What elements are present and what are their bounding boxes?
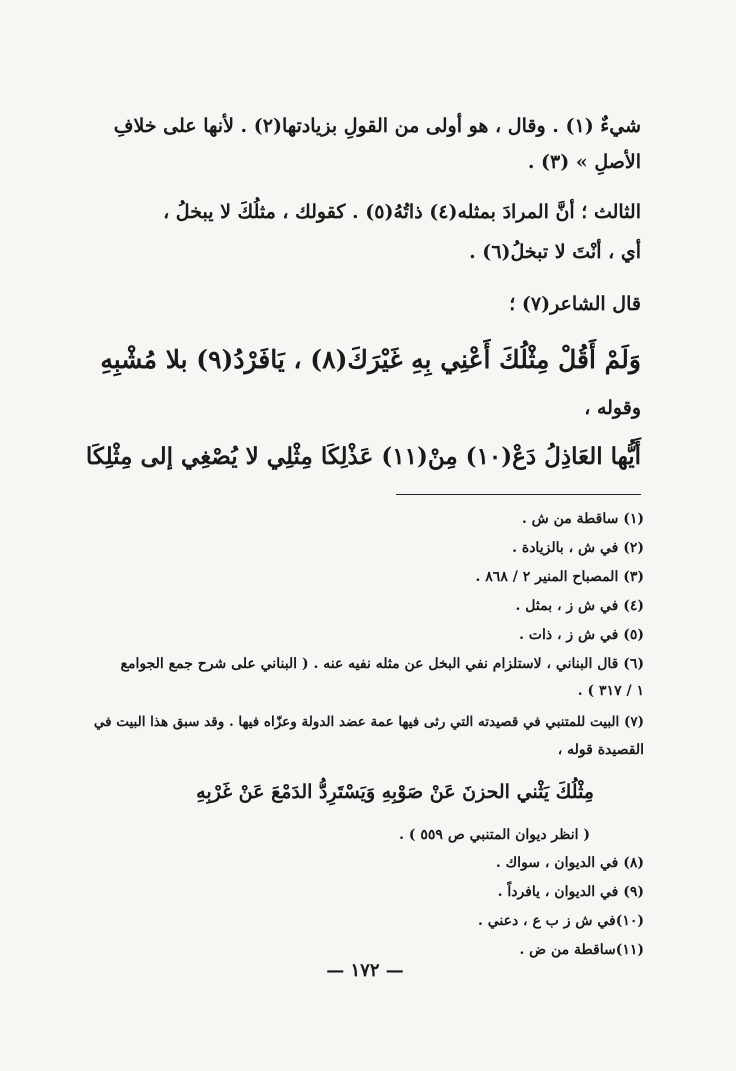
body-line-5: قال الشاعر(٧) ؛	[509, 293, 641, 315]
footnote-11: (١١)ساقطة من ض .	[519, 942, 644, 958]
footnote-1: (١) ساقطة من ش .	[521, 511, 644, 527]
footnote-4: (٤) في ش ز ، بمثل .	[515, 598, 644, 614]
footnote-2: (٢) في ش ، بالزيادة .	[512, 540, 644, 556]
body-line-4: أي ، أنْتَ لا تبخلُ(٦) .	[469, 241, 641, 263]
footnote-5: (٥) في ش ز ، ذات .	[519, 627, 644, 643]
verse-line-2: أَيُّها العَاذِلُ دَعْ(١٠) مِنْ(١١) عَذْلِكَا مِثْلِي لا يُصْغِي إلى مِثْلِكَا	[85, 443, 641, 470]
footnote-3: (٣) المصباح المنير ٢ / ٨٦٨ .	[475, 569, 644, 585]
body-line-1: شيءٌ (١) . وقال ، هو أولى من القولِ بزيادتها(٢) . لأنها على خلافِ	[113, 115, 641, 137]
footnote-10: (١٠)في ش ز ب ع ، دعني .	[477, 913, 644, 929]
footnote-7: (٧) البيت للمتنبي في قصيدته التي رثى فيها عمة عضد الدولة وعزّاه فيها . وقد سبق هذا البيت في	[93, 714, 644, 730]
verse-line-1: وَلَمْ أَقُلْ مِثْلُكَ أَعْنِي بِهِ غَيْرَكَ(٨) ، يَافَرْدُ(٩) بلا مُشْبِهِ	[100, 345, 641, 374]
footnote-separator	[396, 494, 641, 495]
footnote-7-continued: القصيدة قوله ،	[557, 742, 644, 758]
footnote-7-verse: مِثْلُكَ يَثْني الحزنَ عَنْ صَوْبِهِ وَيَسْتَرِدُّ الدَمْعَ عَنْ غَرْبِهِ	[196, 781, 594, 803]
footnote-9: (٩) في الديوان ، يافرداً .	[497, 884, 644, 900]
body-line-2: الأصلِ » (٣) .	[527, 151, 641, 173]
footnote-6: (٦) قال البناني ، لاستلزام نفي البخل عن مثله نفيه عنه . ( البناني على شرح جمع الجوامع	[120, 656, 644, 672]
footnote-8: (٨) في الديوان ، سواك .	[495, 855, 644, 871]
footnote-7-reference: ( انظر ديوان المتنبي ص ٥٥٩ ) .	[399, 827, 590, 843]
footnote-6-continued: ١ / ٣١٧ ) .	[577, 683, 644, 699]
body-line-7: وقوله ،	[584, 397, 641, 419]
body-line-3: الثالث ؛ أنَّ المرادَ بمثله(٤) ذاتُهُ(٥) . كقولك ، مثلُكَ لا يبخلُ ،	[163, 201, 641, 223]
page-number: — ١٧٢ —	[326, 960, 404, 981]
